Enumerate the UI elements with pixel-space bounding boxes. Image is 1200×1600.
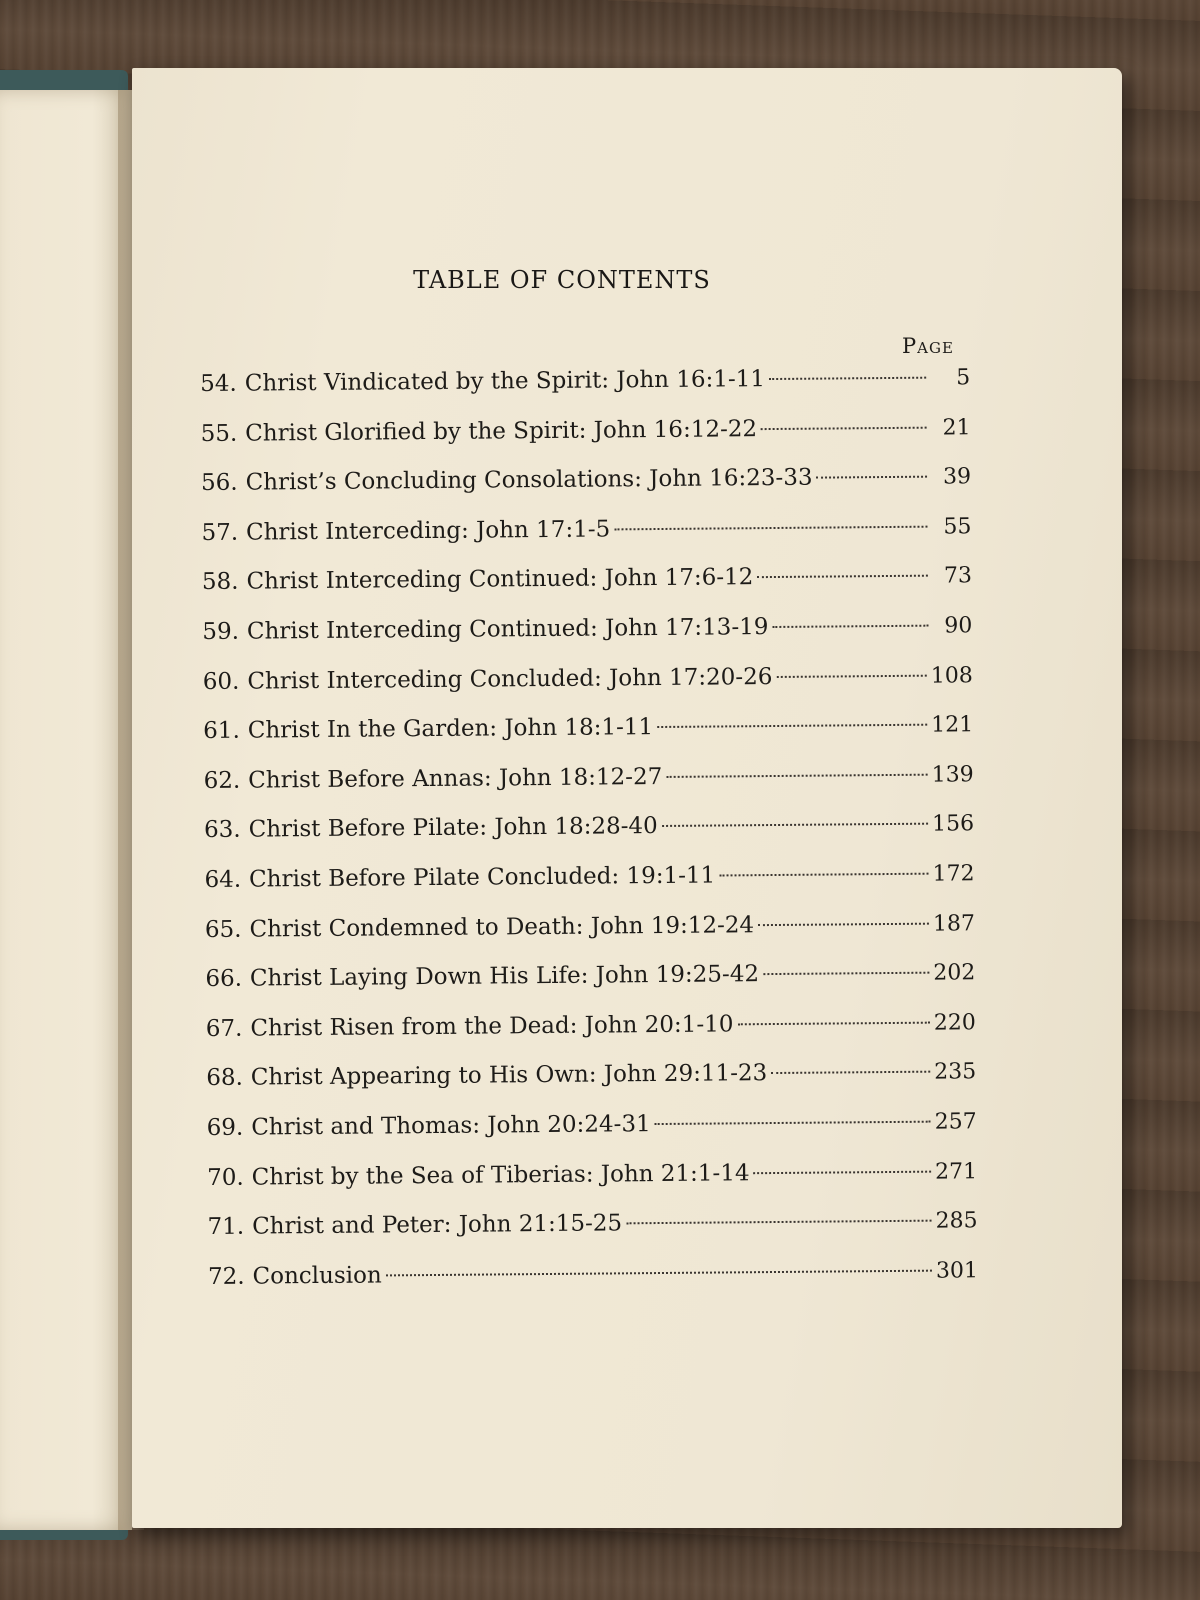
toc-entry-title: Conclusion: [252, 1262, 382, 1290]
toc-entry-title: Christ and Thomas: John 20:24-31: [251, 1111, 651, 1141]
toc-entry: [202, 601, 972, 657]
toc-entry-number: 57.: [201, 519, 239, 546]
toc-entry-title: Christ Glorified by the Spirit: John 16:12-22: [245, 415, 758, 447]
toc-entry-title: Christ In the Garden: John 18:1-11: [247, 714, 654, 744]
toc-entry-page: 39: [942, 464, 972, 490]
dot-leader: [657, 724, 927, 728]
toc-entry-page: 301: [935, 1257, 979, 1284]
toc-entry-title: Christ Condemned to Death: John 19:12-24: [249, 911, 755, 943]
toc-entry-number: 56.: [200, 469, 238, 497]
dot-leader: [763, 972, 929, 975]
toc-entry-page: 139: [931, 762, 974, 788]
contents-page: [132, 68, 1122, 1528]
left-page: [0, 90, 132, 1530]
toc-entry-page: 285: [935, 1208, 978, 1234]
toc-entry-page: 220: [933, 1009, 976, 1036]
toc-entry-title: Christ Interceding Continued: John 17:6-12: [246, 564, 754, 595]
toc-entry-title: Christ Before Annas: John 18:12-27: [248, 763, 663, 794]
dot-leader: [655, 1121, 931, 1125]
dot-leader: [761, 426, 927, 429]
page-title: TABLE OF CONTENTS: [413, 266, 711, 294]
toc-entry-number: 62.: [203, 767, 241, 794]
toc-entry-number: 68.: [206, 1064, 243, 1092]
toc-entry: [204, 800, 974, 856]
toc-entry-title: Christ Laying Down His Life: John 19:25-42: [249, 961, 760, 992]
toc-entry-title: Christ and Peter: John 21:15-25: [252, 1210, 623, 1240]
toc-entry-page: 271: [935, 1158, 978, 1185]
dot-leader: [754, 1170, 932, 1174]
toc-entry-number: 69.: [206, 1114, 244, 1141]
toc-entry: [208, 1246, 978, 1302]
toc-entry: [205, 899, 975, 955]
toc-entry-number: 67.: [205, 1015, 243, 1042]
toc-entry-page: 55: [943, 514, 972, 540]
toc-entry: [201, 502, 971, 558]
toc-entry-title: Christ Before Pilate: John 18:28-40: [248, 813, 658, 843]
toc-entry-number: 65.: [204, 916, 242, 943]
toc-entry-page: 121: [931, 712, 974, 738]
toc-entry-title: Christ Appearing to His Own: John 29:11-23: [250, 1060, 768, 1091]
toc-entry-page: 21: [942, 414, 971, 441]
toc-entry-number: 61.: [203, 717, 240, 745]
toc-entry-title: Christ’s Concluding Consolations: John 16:23-33: [245, 464, 813, 496]
toc-entry-number: 63.: [203, 817, 241, 844]
dot-leader: [662, 823, 928, 827]
dot-leader: [769, 377, 926, 380]
toc-entry-number: 71.: [207, 1213, 245, 1241]
dot-leader: [614, 525, 927, 530]
toc-entry: [206, 998, 976, 1054]
toc-entry: [207, 1147, 977, 1203]
toc-entry-number: 55.: [200, 420, 238, 447]
dot-leader: [386, 1269, 932, 1276]
toc-entry-number: 64.: [204, 866, 242, 893]
toc-entry-title: Christ Interceding Concluded: John 17:20-26: [247, 663, 773, 695]
toc-entry-page: 108: [930, 662, 973, 689]
dot-leader: [757, 575, 928, 578]
toc-list: [200, 353, 978, 1302]
toc-entry-number: 66.: [205, 965, 243, 993]
toc-entry-number: 58.: [201, 569, 239, 596]
toc-entry-number: 72.: [207, 1263, 245, 1290]
toc-entry: [203, 750, 973, 806]
toc-entry-page: 156: [931, 811, 975, 837]
toc-entry-page: 187: [932, 910, 976, 937]
toc-entry-number: 60.: [202, 668, 240, 695]
toc-entry: [207, 1196, 977, 1252]
dot-leader: [817, 476, 928, 479]
toc-entry: [202, 552, 972, 608]
dot-leader: [772, 625, 928, 628]
toc-entry-title: Christ by the Sea of Tiberias: John 21:1-14: [251, 1159, 750, 1191]
toc-entry: [203, 651, 973, 707]
toc-entry-number: 54.: [200, 370, 237, 397]
toc-entry-page: 5: [956, 365, 971, 391]
toc-entry: [205, 948, 975, 1004]
dot-leader: [626, 1220, 931, 1225]
toc-entry-title: Christ Interceding Continued: John 17:13-19: [246, 614, 769, 645]
dot-leader: [758, 922, 929, 925]
toc-entry: [201, 452, 971, 508]
toc-entry-page: 90: [944, 613, 973, 639]
toc-entry-page: 202: [933, 960, 976, 986]
toc-entry-page: 257: [934, 1109, 977, 1135]
toc-entry-page: 172: [932, 861, 975, 887]
dot-leader: [737, 1021, 929, 1025]
toc-entry: [203, 700, 973, 756]
toc-entry-title: Christ Vindicated by the Spirit: John 16:1-11: [244, 366, 766, 397]
toc-entry: [200, 403, 970, 459]
toc-entry-title: Christ Risen from the Dead: John 20:1-10: [250, 1011, 734, 1042]
dot-leader: [666, 773, 927, 777]
dot-leader: [771, 1071, 930, 1074]
toc-entry: [206, 1048, 976, 1104]
toc-entry-title: Christ Interceding: John 17:1-5: [245, 516, 611, 546]
toc-entry-title: Christ Before Pilate Concluded: 19:1-11: [249, 862, 716, 893]
toc-entry-page: 73: [943, 563, 973, 589]
dot-leader: [719, 873, 928, 877]
dot-leader: [776, 674, 926, 677]
toc-entry-number: 59.: [202, 618, 240, 645]
toc-entry: [206, 1097, 976, 1153]
toc-entry: [204, 849, 974, 905]
toc-entry-number: 70.: [207, 1164, 244, 1191]
page-column-label: Page: [902, 334, 954, 358]
toc-entry-page: 235: [934, 1059, 977, 1085]
toc-entry: [200, 353, 970, 409]
